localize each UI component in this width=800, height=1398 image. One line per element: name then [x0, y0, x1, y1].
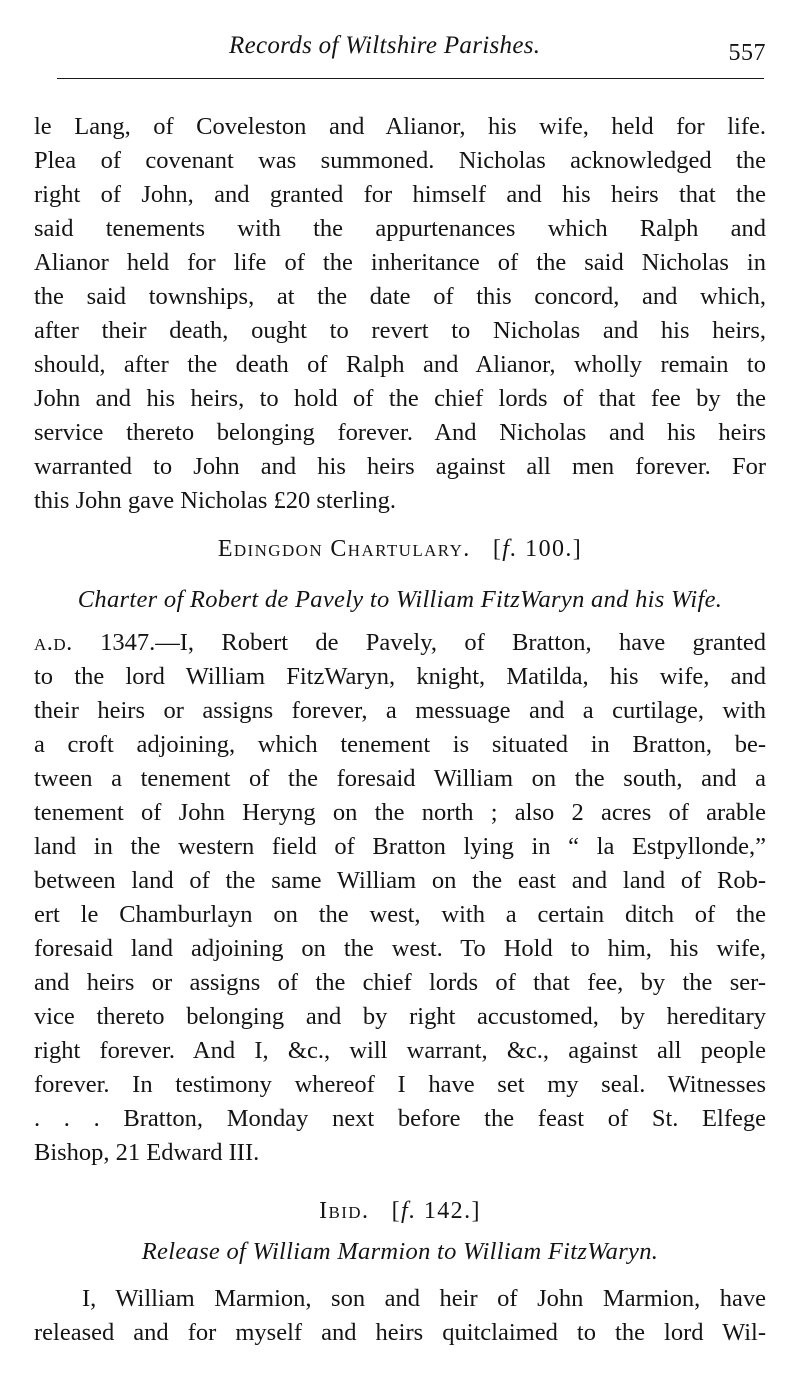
- section-heading: [34, 536, 766, 563]
- text-line: right of John, and granted for himself and his heirs that the: [34, 181, 766, 208]
- text-line: the said townships, at the date of this concord, and which,: [34, 283, 766, 310]
- text-line: to the lord William FitzWaryn, knight, Matilda, his wife, and: [34, 663, 766, 690]
- text-line: a croft adjoining, which tenement is situated in Bratton, be-: [34, 731, 766, 758]
- text-line: right forever. And I, &c., will warrant, &c., against all people: [34, 1037, 766, 1064]
- page-number: 557: [728, 40, 766, 66]
- charter-title: Charter of Robert de Pavely to William FitzWaryn and his Wife.: [77, 586, 723, 613]
- book-page: [34, 28, 767, 1346]
- folio-bracket: [: [391, 1198, 401, 1224]
- header-rule: [57, 78, 764, 79]
- text-line: I, William Marmion, son and heir of John Marmion, have: [82, 1285, 766, 1312]
- text-line: this John gave Nicholas £20 sterling.: [34, 487, 397, 514]
- text-line: tween a tenement of the foresaid William on the south, and a: [34, 765, 766, 792]
- text-line: after their death, ought to revert to Nicholas and his heirs,: [34, 317, 766, 344]
- section-title: Edingdon Chartulary.: [217, 536, 471, 562]
- folio-number: 100.]: [525, 536, 583, 562]
- text-line: vice thereto belonging and by right accustomed, by hereditary: [34, 1003, 766, 1030]
- text-line: ert le Chamburlayn on the west, with a certain ditch of the: [34, 901, 766, 928]
- section-heading: [34, 1198, 766, 1225]
- running-title: Records of Wiltshire Parishes.: [229, 32, 541, 59]
- paragraph-continuation: [34, 110, 766, 518]
- text-line: tenement of John Heryng on the north ; also 2 acres of arable: [34, 799, 766, 826]
- text-line: Plea of covenant was summoned. Nicholas acknowledged the: [34, 147, 766, 174]
- text-line: foresaid land adjoining on the west. To Hold to him, his wife,: [34, 935, 766, 962]
- text-line: le Lang, of Coveleston and Alianor, his wife, held for life.: [34, 113, 766, 140]
- release-paragraph: [34, 1282, 766, 1350]
- text-line: should, after the death of Ralph and Alianor, wholly remain to: [34, 351, 766, 378]
- folio-abbrev: f.: [502, 536, 518, 562]
- text-line: land in the western field of Bratton lying in “ la Estpyllonde,”: [34, 833, 766, 860]
- folio-abbrev: f.: [401, 1198, 417, 1224]
- text-line: their heirs or assigns forever, a messuage and a curtilage, with: [34, 697, 766, 724]
- text-line: . . . Bratton, Monday next before the feast of St. Elfege: [34, 1105, 766, 1132]
- running-header: [34, 28, 766, 72]
- charter-title: Release of William Marmion to William FitzWaryn.: [141, 1238, 659, 1265]
- text-line: warranted to John and his heirs against all men forever. For: [34, 453, 766, 480]
- text-line: John and his heirs, to hold of the chief lords of that fee by the: [34, 385, 766, 412]
- section-title: Ibid.: [319, 1198, 370, 1224]
- folio-bracket: [: [492, 536, 503, 562]
- text-line: and heirs or assigns of the chief lords of that fee, by the ser-: [34, 969, 766, 996]
- text-line: said tenements with the appurtenances which Ralph and: [34, 215, 766, 242]
- charter-paragraph: [34, 626, 766, 1170]
- text-line: [34, 626, 766, 660]
- text-line: Alianor held for life of the inheritance of the said Nicholas in: [34, 249, 766, 276]
- text-line: released and for myself and heirs quitclaimed to the lord Wil-: [34, 1319, 766, 1346]
- text-line: between land of the same William on the east and land of Rob-: [34, 867, 766, 894]
- folio-number: 142.]: [423, 1198, 481, 1224]
- text-line: forever. In testimony whereof I have set my seal. Witnesses: [34, 1071, 766, 1098]
- text-line-rest: 1347.—I, Robert de Pavely, of Bratton, have granted: [100, 629, 767, 656]
- text-line: service thereto belonging forever. And Nicholas and his heirs: [34, 419, 766, 446]
- text-line: Bishop, 21 Edward III.: [34, 1139, 260, 1166]
- date-era: a.d.: [34, 629, 73, 656]
